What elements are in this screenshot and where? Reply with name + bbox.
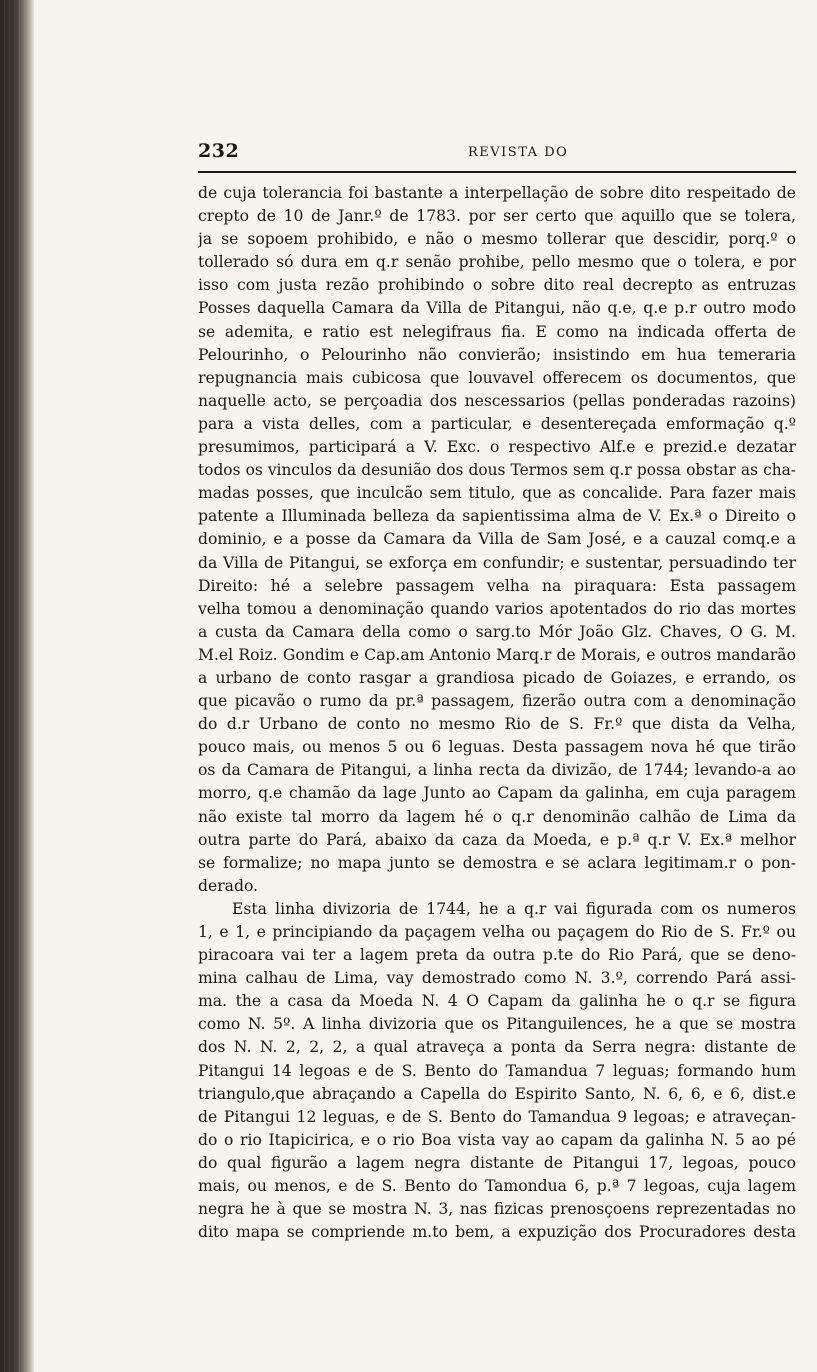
text-line: crepto de 10 de Janr.º de 1783. por ser certo que aquillo que se tolera, <box>198 207 796 226</box>
text-line: da Villa de Pitangui, se exforça em confundir; e sustentar, persuadindo ter <box>198 553 796 572</box>
text-line: Posses daquella Camara da Villa de Pitangui, não q.e, q.e p.r outro modo <box>198 299 796 318</box>
text-line: se ademita, e ratio est nelegifraus fia. E como na indicada offerta de <box>198 322 796 341</box>
text-line: a custa da Camara della como o sarg.to Mór João Glz. Chaves, O G. M. <box>198 622 796 641</box>
text-line: Pitangui 14 legoas e de S. Bento do Tamandua 7 leguas; formando hum <box>198 1061 796 1080</box>
text-line: ja se sopoem prohibido, e não o mesmo tollerar que descidir, porq.º o <box>198 230 796 249</box>
text-line: naquelle acto, se perçoadia dos nescessarios (pellas ponderadas razoins) <box>198 391 796 410</box>
text-line: pouco mais, ou menos 5 ou 6 leguas. Desta passagem nova hé que tirão <box>198 738 796 757</box>
text-line: como N. 5º. A linha divizoria que os Pitanguilences, he a que se mostra <box>198 1015 796 1034</box>
text-line: velha tomou a denominação quando varios apotentados do rio das mortes <box>198 599 796 618</box>
text-line: Pelourinho, o Pelourinho não convierão; insistindo em hua temeraria <box>198 345 796 364</box>
text-line: para a vista delles, com a particular, e desentereçada emformação q.º <box>198 414 796 433</box>
binding-texture <box>4 0 28 1372</box>
text-line: triangulo,que abraçando a Capella do Espirito Santo, N. 6, 6, e 6, dist.e <box>198 1084 796 1103</box>
page-number: 232 <box>198 140 240 162</box>
text-line: mais, ou menos, e de S. Bento do Tamondua 6, p.ª 7 legoas, cuja lagem <box>198 1177 796 1196</box>
text-line: dominio, e a posse da Camara da Villa de Sam José, e a cauzal comq.e a <box>198 530 796 549</box>
text-line: do o rio Itapicirica, e o rio Boa vista vay ao capam da galinha N. 5 ao pé <box>198 1130 796 1149</box>
text-line: de Pitangui 12 leguas, e de S. Bento do Tamandua 9 legoas; e atraveçan- <box>198 1107 796 1126</box>
text-line: dos N. N. 2, 2, 2, a qual atraveça a ponta da Serra negra: distante de <box>198 1038 796 1057</box>
text-line: dito mapa se compriende m.to bem, a expuzição dos Procuradores desta <box>198 1223 796 1242</box>
text-line: do qual figurão a lagem negra distante de Pitangui 17, legoas, pouco <box>198 1153 796 1172</box>
text-line: mina calhau de Lima, vay demostrado como N. 3.º, correndo Pará assi- <box>198 969 796 988</box>
book-binding-edge <box>0 0 34 1372</box>
text-line: tollerado só dura em q.r senão prohibe, pello mesmo que o tolera, e por <box>198 253 796 272</box>
text-line: isso com justa rezão prohibindo o sobre dito real decrepto as entruzas <box>198 276 796 295</box>
text-line: Esta linha divizoria de 1744, he a q.r vai figurada com os numeros <box>232 899 796 918</box>
text-line: todos os vinculos da desunião dos dous Termos sem q.r possa obstar as cha- <box>198 461 796 480</box>
text-line: madas posses, que inculcão sem titulo, que as concalide. Para fazer mais <box>198 484 796 503</box>
running-head: REVISTA DO <box>468 145 569 160</box>
text-line: de cuja tolerancia foi bastante a interpellação de sobre dito respeitado de <box>198 184 796 202</box>
text-line: outra parte do Pará, abaixo da caza da Moeda, e p.ª q.r V. Ex.ª melhor <box>198 830 796 849</box>
text-line: a urbano de conto rasgar a grandiosa picado de Goiazes, e errando, os <box>198 668 796 687</box>
text-line: os da Camara de Pitangui, a linha recta da divizão, de 1744; levando-a ao <box>198 761 796 780</box>
text-line: que picavão o rumo da pr.ª passagem, fizerão outra com a denominação <box>198 692 796 711</box>
text-line: não existe tal morro da lagem hé o q.r denominão calhão de Lima da <box>198 807 796 826</box>
page-header <box>198 138 796 168</box>
text-line: presumimos, participará a V. Exc. o respectivo Alf.e e prezid.e dezatar <box>198 438 796 457</box>
header-rule <box>198 171 796 173</box>
text-line <box>198 1244 796 1267</box>
text-line: 1, e 1, e principiando da paçagem velha ou paçagem do Rio de S. Fr.º ou <box>198 923 796 941</box>
body-text <box>198 182 796 1267</box>
text-line: repugnancia mais cubicosa que louvavel offerecem os documentos, que <box>198 368 796 387</box>
text-line: Direito: hé a selebre passagem velha na piraquara: Esta passagem <box>198 576 796 595</box>
text-line: patente a Illuminada belleza da sapientissima alma de V. Ex.ª o Direito o <box>198 507 796 526</box>
text-line: negra he à que se mostra N. 3, nas fizicas prenosçoens reprezentadas no <box>198 1200 796 1219</box>
text-line: derado. <box>198 876 259 895</box>
text-line: morro, q.e chamão da lage Junto ao Capam da galinha, em cuja paragem <box>198 784 796 803</box>
text-line: piracoara vai ter a lagem preta da outra p.te do Rio Pará, que se deno- <box>198 946 796 965</box>
text-line: se formalize; no mapa junto se demostra e se aclara legitimam.r o pon- <box>198 853 796 872</box>
text-line: M.el Roiz. Gondim e Cap.am Antonio Marq.r de Morais, e outros mandarão <box>198 645 796 664</box>
text-line: do d.r Urbano de conto no mesmo Rio de S. Fr.º que dista da Velha, <box>198 715 796 734</box>
text-line: ma. the a casa da Moeda N. 4 O Capam da galinha he o q.r se figura <box>198 992 796 1011</box>
